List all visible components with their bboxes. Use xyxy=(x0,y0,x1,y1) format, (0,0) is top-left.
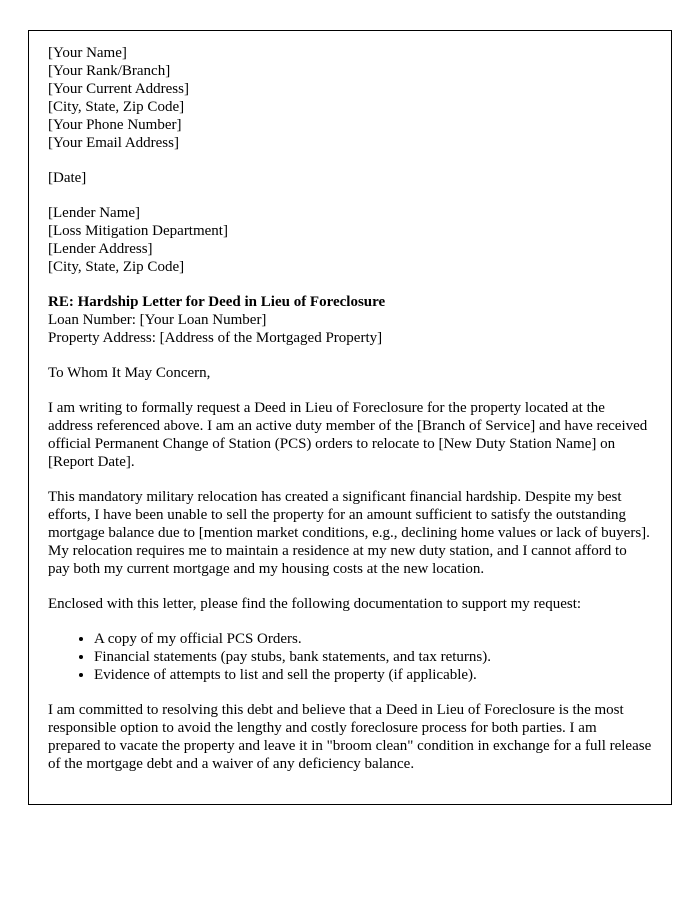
lender-address-line: [Lender Address] xyxy=(48,241,153,257)
sender-email-line: [Your Email Address] xyxy=(48,135,179,151)
date-block xyxy=(48,169,652,187)
salutation-block xyxy=(48,364,652,382)
sender-city-line: [City, State, Zip Code] xyxy=(48,99,185,115)
salutation: To Whom It May Concern, xyxy=(48,365,211,381)
enclosure-list xyxy=(48,630,652,684)
loan-number-line: Loan Number: [Your Loan Number] xyxy=(48,312,267,328)
property-address-line: Property Address: [Address of the Mortgaged Property] xyxy=(48,330,383,346)
recipient-address-block xyxy=(48,204,652,276)
letter-page xyxy=(28,30,672,805)
enclosure-item-financial-statements: • Financial statements (pay stubs, bank statements, and tax returns). xyxy=(94,648,652,666)
closing-paragraph: I am committed to resolving this debt and believe that a Deed in Lieu of Foreclosure is the most responsible option to avoid the lengthy and costly foreclosure process for both parties. I am prepared to vacate the property and leave it in "broom clean" condition in exchange for a full release of the mortgage debt and a waiver of any deficiency balance. xyxy=(48,702,652,772)
lender-department-line: [Loss Mitigation Department] xyxy=(48,223,228,239)
body-paragraph-1: I am writing to formally request a Deed in Lieu of Foreclosure for the property located at the address referenced above. I am an active duty member of the [Branch of Service] and have received official Permanent Change of Station (PCS) orders to relocate to [New Duty Station Name] on [Report Date]. xyxy=(48,400,648,470)
date-line: [Date] xyxy=(48,170,87,186)
enclosure-item-pcs-orders: • A copy of my official PCS Orders. xyxy=(94,630,652,648)
lender-name-line: [Lender Name] xyxy=(48,205,141,221)
subject-line: RE: Hardship Letter for Deed in Lieu of Foreclosure xyxy=(48,294,386,310)
body-paragraph-2: This mandatory military relocation has created a significant financial hardship. Despite my best efforts, I have been unable to sell the property for an amount sufficient to satisfy the outstanding mortgage balance due to [mention market conditions, e.g., declining home values or lack of buyers]. My relocation requires me to maintain a residence at my new duty station, and I cannot afford to pay both my current mortgage and my housing costs at the new location. xyxy=(48,489,650,577)
enclosure-intro: Enclosed with this letter, please find the following documentation to support my request: xyxy=(48,596,582,612)
enclosure-item-sale-evidence: • Evidence of attempts to list and sell the property (if applicable). xyxy=(94,666,652,684)
subject-block xyxy=(48,293,652,347)
sender-name-line: [Your Name] xyxy=(48,45,127,61)
sender-rank-line: [Your Rank/Branch] xyxy=(48,63,171,79)
sender-address-line: [Your Current Address] xyxy=(48,81,189,97)
lender-city-line: [City, State, Zip Code] xyxy=(48,259,185,275)
sender-phone-line: [Your Phone Number] xyxy=(48,117,182,133)
sender-address-block xyxy=(48,44,652,152)
